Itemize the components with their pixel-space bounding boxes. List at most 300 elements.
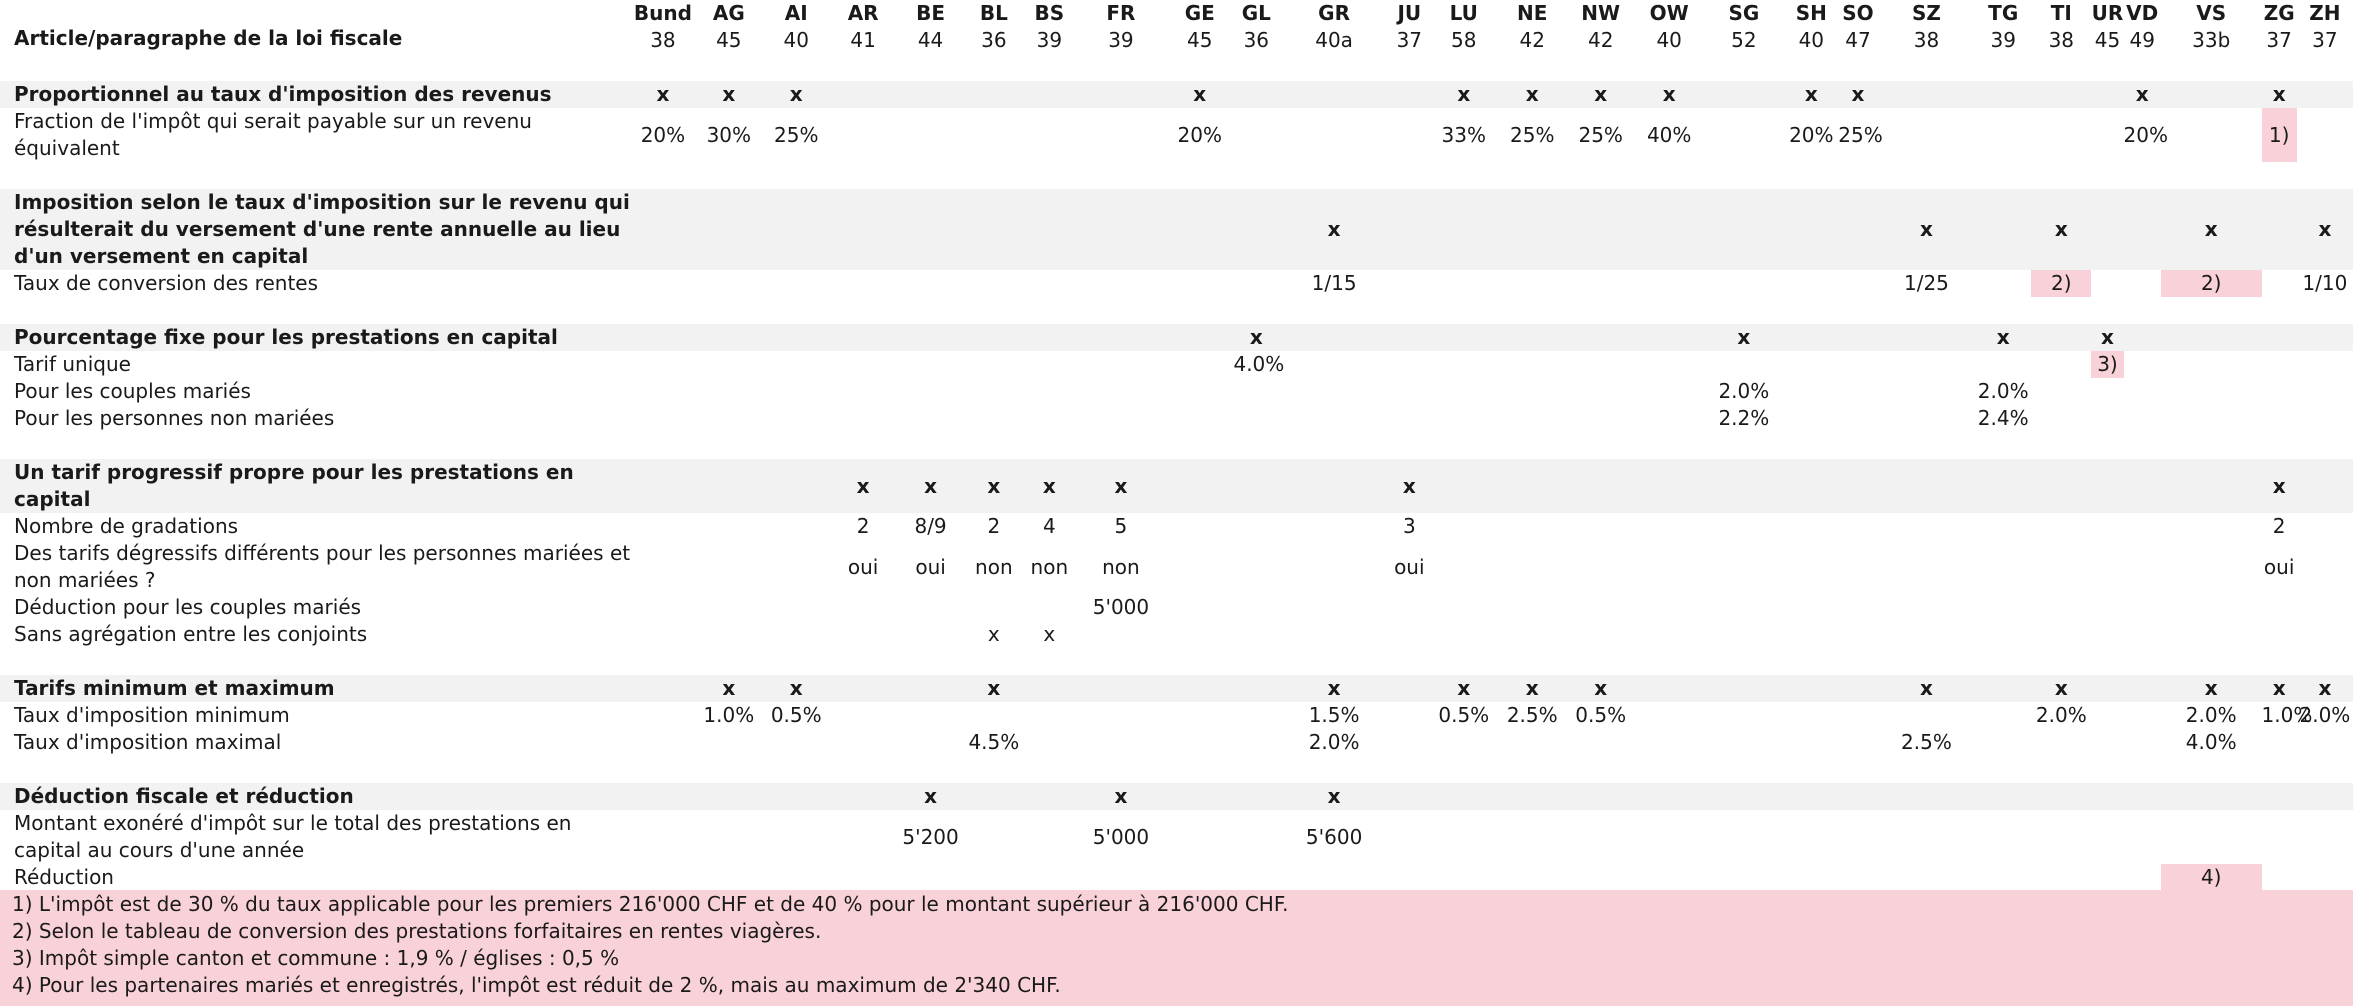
section-spacer — [0, 432, 2353, 459]
data-cell — [1498, 378, 1566, 405]
data-row — [0, 621, 2353, 648]
data-cell — [830, 810, 896, 864]
data-cell — [1838, 810, 1877, 864]
data-cell — [1878, 594, 1976, 621]
data-cell — [1878, 864, 1976, 891]
section-mark — [965, 189, 1023, 270]
data-cell — [1430, 351, 1498, 378]
section-mark — [1566, 189, 1634, 270]
data-cell — [1975, 108, 2031, 162]
data-cell — [1635, 594, 1703, 621]
data-cell: 20% — [640, 122, 686, 147]
canton-header: OW — [1649, 1, 1689, 25]
data-cell: 25% — [1510, 122, 1555, 147]
data-cell — [2031, 378, 2091, 405]
data-cell — [1498, 594, 1566, 621]
data-cell — [896, 378, 964, 405]
data-cell — [2124, 864, 2161, 891]
section-mark — [2031, 783, 2091, 810]
data-cell — [2262, 729, 2297, 756]
data-cell — [1498, 810, 1566, 864]
section-mark: x — [965, 675, 1023, 702]
article-number: 49 — [2129, 28, 2155, 52]
data-cell — [2161, 621, 2262, 648]
data-cell — [695, 621, 762, 648]
data-cell: 20% — [1789, 122, 1834, 147]
section-mark — [1430, 459, 1498, 513]
data-cell — [2161, 810, 2262, 864]
data-cell — [1878, 621, 1976, 648]
data-cell — [763, 729, 830, 756]
data-cell — [1838, 864, 1877, 891]
data-cell — [1878, 351, 1976, 378]
data-cell — [763, 594, 830, 621]
section-mark: x — [1023, 459, 1076, 513]
article-number: 40 — [1656, 28, 1682, 52]
data-cell — [965, 810, 1023, 864]
data-cell — [1838, 540, 1877, 594]
section-mark: x — [1635, 81, 1703, 108]
data-cell — [896, 702, 964, 729]
spacer-cell — [0, 756, 2353, 783]
article-number: 38 — [1913, 28, 1940, 52]
section-mark — [896, 324, 964, 351]
data-cell — [1566, 621, 1634, 648]
data-cell — [2161, 108, 2262, 162]
data-cell — [631, 729, 695, 756]
data-cell — [2124, 405, 2161, 432]
section-mark — [2161, 324, 2262, 351]
canton-header: BL — [979, 1, 1008, 25]
data-cell: 1/15 — [1311, 271, 1357, 295]
data-cell — [695, 513, 762, 540]
section-mark — [1279, 324, 1389, 351]
footnote-ref: 2) — [2161, 270, 2262, 297]
data-cell — [896, 594, 964, 621]
article-number: 47 — [1845, 28, 1871, 52]
data-cell: oui — [847, 554, 879, 579]
section-mark — [1498, 783, 1566, 810]
section-mark — [2091, 189, 2123, 270]
section-mark: x — [2297, 675, 2353, 702]
data-cell — [896, 621, 964, 648]
data-cell: 2 — [856, 514, 870, 538]
section-mark — [830, 324, 896, 351]
data-cell — [1076, 108, 1166, 162]
data-cell — [1389, 108, 1429, 162]
data-cell — [1838, 594, 1877, 621]
data-cell — [965, 864, 1023, 891]
data-cell — [1784, 864, 1838, 891]
data-cell — [2031, 351, 2091, 378]
data-cell — [1498, 540, 1566, 594]
data-cell — [1635, 864, 1703, 891]
section-mark: x — [830, 459, 896, 513]
data-cell — [1430, 621, 1498, 648]
data-cell — [695, 540, 762, 594]
section-mark — [1975, 675, 2031, 702]
section-mark — [2124, 459, 2161, 513]
data-cell: 20% — [1177, 122, 1222, 147]
data-cell — [830, 378, 896, 405]
data-cell: non — [1030, 555, 1069, 579]
data-cell — [1023, 351, 1076, 378]
row-label: Pour les couples mariés — [14, 379, 251, 403]
data-cell — [1566, 540, 1634, 594]
data-cell — [1566, 270, 1634, 297]
section-mark: x — [2161, 675, 2262, 702]
data-cell — [1279, 108, 1389, 162]
data-cell — [1566, 864, 1634, 891]
data-cell — [1233, 810, 1279, 864]
section-mark — [695, 324, 762, 351]
data-cell — [1166, 864, 1233, 891]
data-cell — [631, 513, 695, 540]
data-cell — [965, 594, 1023, 621]
data-cell — [2262, 594, 2297, 621]
data-cell — [1878, 702, 1976, 729]
section-mark — [1838, 459, 1877, 513]
data-cell — [1838, 621, 1877, 648]
section-mark — [1784, 324, 1838, 351]
row-label: Pour les personnes non mariées — [14, 406, 335, 430]
data-cell: 1.5% — [1308, 703, 1360, 727]
section-mark — [1166, 459, 1233, 513]
section-mark — [2091, 675, 2123, 702]
data-row — [0, 702, 2353, 729]
data-cell — [1233, 729, 1279, 756]
data-cell: non — [1102, 554, 1140, 579]
data-cell: 5'600 — [1305, 824, 1363, 849]
data-cell — [695, 405, 762, 432]
data-cell — [2262, 621, 2297, 648]
data-cell — [1566, 405, 1634, 432]
section-header-row — [0, 459, 2353, 513]
data-cell — [1233, 270, 1279, 297]
data-cell — [1166, 405, 1233, 432]
data-cell — [1838, 405, 1877, 432]
data-cell: 4.0% — [2185, 730, 2237, 754]
data-cell — [1023, 108, 1076, 162]
data-cell — [1878, 810, 1976, 864]
section-mark: x — [695, 675, 762, 702]
section-mark — [1975, 459, 2031, 513]
data-cell — [1430, 810, 1498, 864]
data-cell — [1784, 351, 1838, 378]
spacer-cell — [0, 648, 2353, 675]
data-cell — [1166, 729, 1233, 756]
data-cell — [1784, 513, 1838, 540]
section-mark: x — [1166, 81, 1233, 108]
data-cell: 1.0% — [2261, 703, 2313, 727]
section-mark: x — [1703, 324, 1784, 351]
data-cell — [1703, 108, 1784, 162]
data-cell: 20% — [2123, 122, 2168, 147]
data-cell — [830, 702, 896, 729]
data-cell — [1784, 378, 1838, 405]
data-cell — [2091, 108, 2123, 162]
data-cell — [1498, 405, 1566, 432]
data-cell — [1975, 513, 2031, 540]
data-cell — [2297, 621, 2353, 648]
data-cell — [1784, 405, 1838, 432]
data-cell — [2091, 729, 2123, 756]
data-cell — [631, 810, 695, 864]
section-mark — [896, 81, 964, 108]
data-cell — [1784, 810, 1838, 864]
canton-header: GE — [1184, 1, 1215, 25]
data-cell — [1076, 405, 1166, 432]
data-cell — [1566, 513, 1634, 540]
section-mark — [1878, 81, 1976, 108]
data-cell — [2031, 108, 2091, 162]
section-mark — [1430, 783, 1498, 810]
data-cell — [830, 621, 896, 648]
section-mark — [2091, 783, 2123, 810]
canton-header: NW — [1581, 1, 1621, 25]
data-cell: 2.0% — [1718, 379, 1770, 403]
data-cell — [695, 729, 762, 756]
section-mark — [763, 324, 830, 351]
section-mark: x — [1566, 81, 1634, 108]
data-cell — [1975, 351, 2031, 378]
data-cell — [2031, 540, 2091, 594]
data-cell — [2262, 351, 2297, 378]
data-cell — [1703, 540, 1784, 594]
article-number: 45 — [2094, 28, 2121, 52]
section-spacer — [0, 162, 2353, 189]
section-mark — [2031, 459, 2091, 513]
section-mark: x — [1279, 189, 1389, 270]
section-mark: x — [2262, 459, 2297, 513]
section-mark — [830, 675, 896, 702]
data-cell — [1166, 810, 1233, 864]
section-title: Pourcentage fixe pour les prestations en capital — [0, 324, 631, 351]
data-cell — [965, 351, 1023, 378]
data-cell — [1166, 540, 1233, 594]
section-mark: x — [1233, 324, 1279, 351]
section-mark — [695, 459, 762, 513]
section-mark — [1838, 675, 1877, 702]
article-number: 39 — [1036, 28, 1063, 52]
section-mark: x — [1566, 675, 1634, 702]
section-mark — [1076, 675, 1166, 702]
footnote-ref: 2) — [2031, 270, 2091, 297]
data-cell: 0.5% — [770, 703, 822, 727]
data-cell — [1430, 513, 1498, 540]
data-cell — [1566, 378, 1634, 405]
data-cell — [2091, 864, 2123, 891]
section-mark — [2297, 324, 2353, 351]
canton-header: AI — [784, 1, 808, 25]
data-cell — [2124, 621, 2161, 648]
data-cell — [1838, 270, 1877, 297]
data-cell — [1784, 702, 1838, 729]
canton-header: ZH — [2309, 1, 2341, 25]
section-mark — [1635, 324, 1703, 351]
data-cell: 1.0% — [703, 703, 755, 727]
data-cell — [1635, 540, 1703, 594]
data-cell — [763, 351, 830, 378]
header-row-cantons — [0, 0, 2353, 27]
data-cell — [1430, 270, 1498, 297]
canton-header: NE — [1517, 1, 1548, 25]
data-cell — [1635, 702, 1703, 729]
section-mark — [1784, 189, 1838, 270]
canton-header: VS — [2196, 1, 2227, 25]
data-cell — [631, 378, 695, 405]
article-number: 39 — [1990, 28, 2016, 52]
article-number: 40 — [1798, 28, 1825, 52]
data-cell: 4.5% — [968, 730, 1020, 754]
footnote-4: 4) Pour les partenaires mariés et enregistrés, l'impôt est réduit de 2 %, mais au maximum de 2'340 CHF. — [12, 973, 1061, 997]
article-number: 39 — [1108, 28, 1134, 52]
section-mark — [1703, 189, 1784, 270]
data-cell — [1389, 405, 1429, 432]
section-mark — [2091, 81, 2123, 108]
section-mark — [2297, 81, 2353, 108]
data-cell — [1023, 864, 1076, 891]
data-cell — [830, 405, 896, 432]
data-cell: oui — [1394, 554, 1425, 579]
article-number: 40a — [1315, 28, 1353, 52]
section-mark — [763, 783, 830, 810]
data-cell — [1279, 378, 1389, 405]
data-cell: 2.0% — [1977, 379, 2029, 403]
data-row — [0, 729, 2353, 756]
section-mark — [1023, 783, 1076, 810]
section-mark — [1975, 81, 2031, 108]
data-cell — [2297, 540, 2353, 594]
data-cell — [1566, 351, 1634, 378]
data-cell — [2297, 513, 2353, 540]
article-number: 37 — [2312, 28, 2338, 52]
data-cell — [763, 270, 830, 297]
data-cell — [695, 864, 762, 891]
article-number: 58 — [1451, 28, 1477, 52]
data-cell — [1975, 810, 2031, 864]
data-cell — [1023, 594, 1076, 621]
data-cell — [1975, 621, 2031, 648]
footnote-3: 3) Impôt simple canton et commune : 1,9 % / églises : 0,5 % — [12, 946, 620, 970]
row-label: Taux d'imposition minimum — [14, 703, 290, 727]
data-cell — [631, 864, 695, 891]
article-number: 45 — [716, 28, 742, 52]
data-cell — [965, 405, 1023, 432]
section-mark — [965, 783, 1023, 810]
section-mark — [1389, 675, 1429, 702]
data-cell — [2262, 270, 2297, 297]
section-title: Imposition selon le taux d'imposition sur le revenu qui résulterait du versement d'une rente annuelle au lieu d'un versement en capital — [0, 189, 631, 270]
data-cell: oui — [915, 554, 946, 579]
data-row — [0, 540, 2353, 594]
article-number: 38 — [2048, 28, 2075, 52]
section-mark: x — [965, 459, 1023, 513]
footnote-2: 2) Selon le tableau de conversion des prestations forfaitaires en rentes viagères. — [12, 919, 822, 943]
section-mark — [1233, 81, 1279, 108]
data-cell — [1703, 864, 1784, 891]
data-cell — [896, 405, 964, 432]
data-cell — [1166, 378, 1233, 405]
section-mark — [1076, 189, 1166, 270]
section-mark — [1784, 459, 1838, 513]
data-cell: 5'200 — [902, 824, 959, 849]
data-cell — [1076, 270, 1166, 297]
data-cell: 2.0% — [2299, 703, 2351, 727]
section-header-row — [0, 81, 2353, 108]
section-mark — [1389, 324, 1429, 351]
data-cell — [1076, 378, 1166, 405]
data-cell — [1023, 270, 1076, 297]
section-title: Un tarif progressif propre pour les prestations en capital — [0, 459, 631, 513]
data-cell — [631, 405, 695, 432]
section-mark — [1838, 783, 1877, 810]
section-mark — [1233, 783, 1279, 810]
canton-header: ZG — [2263, 1, 2295, 25]
section-mark — [1635, 189, 1703, 270]
section-mark — [1389, 81, 1429, 108]
data-cell — [1076, 702, 1166, 729]
data-cell — [1389, 729, 1429, 756]
data-cell — [1784, 540, 1838, 594]
data-cell — [830, 729, 896, 756]
section-mark — [1703, 81, 1784, 108]
data-cell: 1/25 — [1903, 271, 1949, 295]
data-cell — [1279, 405, 1389, 432]
section-mark — [1233, 675, 1279, 702]
data-cell — [2124, 270, 2161, 297]
section-mark: x — [695, 81, 762, 108]
section-mark: x — [1498, 675, 1566, 702]
section-mark — [2124, 675, 2161, 702]
data-cell — [2124, 810, 2161, 864]
section-mark: x — [763, 81, 830, 108]
data-cell: 2.0% — [2185, 703, 2237, 727]
section-mark — [2031, 324, 2091, 351]
data-cell: 0.5% — [1438, 703, 1490, 727]
data-cell — [763, 540, 830, 594]
data-cell — [1838, 702, 1877, 729]
data-cell — [2031, 729, 2091, 756]
data-cell — [1498, 270, 1566, 297]
section-mark — [763, 459, 830, 513]
section-mark: x — [2161, 189, 2262, 270]
spacer-cell — [0, 432, 2353, 459]
data-cell — [1279, 594, 1389, 621]
data-cell — [1635, 378, 1703, 405]
data-cell — [763, 810, 830, 864]
article-number: 42 — [1587, 28, 1614, 52]
data-cell — [830, 108, 896, 162]
data-cell — [1784, 270, 1838, 297]
canton-header: LU — [1449, 1, 1478, 25]
data-cell — [695, 378, 762, 405]
section-mark — [1233, 459, 1279, 513]
data-cell — [1430, 594, 1498, 621]
footnote-ref: 3) — [2091, 351, 2123, 378]
canton-header: UR — [2091, 1, 2124, 25]
data-cell — [695, 810, 762, 864]
section-mark — [2262, 783, 2297, 810]
data-cell — [2124, 702, 2161, 729]
data-cell — [1279, 351, 1389, 378]
section-mark: x — [2031, 675, 2091, 702]
data-row — [0, 108, 2353, 162]
data-cell — [1498, 351, 1566, 378]
section-mark — [1023, 81, 1076, 108]
data-cell — [1023, 729, 1076, 756]
section-mark — [1279, 459, 1389, 513]
